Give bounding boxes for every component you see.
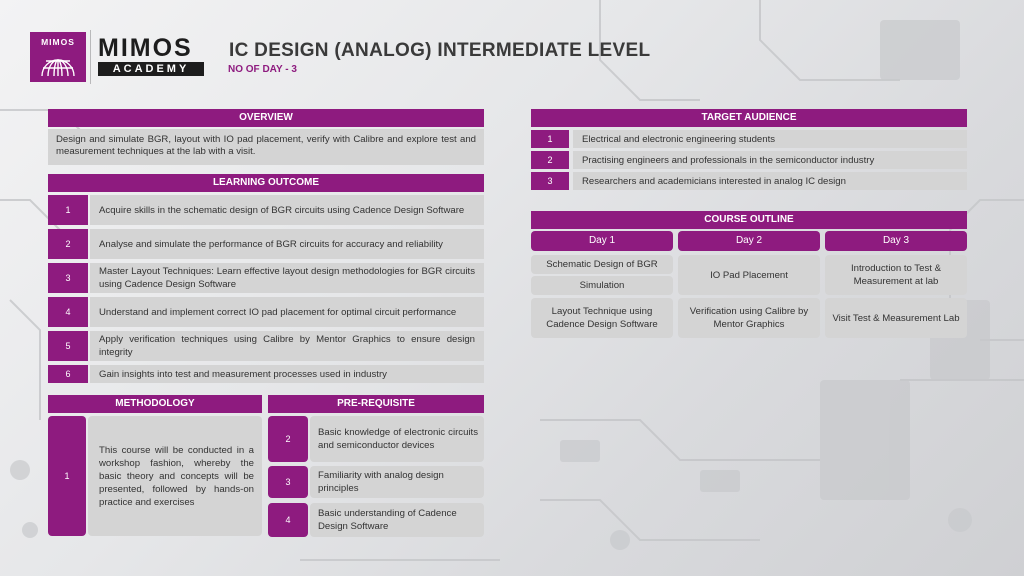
audience-number: 1: [531, 130, 569, 148]
day-1-topic: Schematic Design of BGR: [531, 255, 673, 274]
outcome-number: 2: [48, 229, 88, 259]
outcome-text: Master Layout Techniques: Learn effective layout design methodologies for BGR circuits using Cadence Design Software: [90, 263, 484, 293]
prerequisite-number: 3: [268, 466, 308, 498]
target-audience-heading: TARGET AUDIENCE: [531, 109, 967, 127]
prerequisite-heading: PRE-REQUISITE: [268, 395, 484, 413]
audience-text: Practising engineers and professionals in the semiconductor industry: [573, 151, 967, 169]
logo-text: MIMOS: [41, 37, 75, 47]
day-3-topic: Introduction to Test & Measurement at lab: [825, 255, 967, 295]
outcome-number: 4: [48, 297, 88, 327]
prerequisite-number: 2: [268, 416, 308, 462]
audience-text: Electrical and electronic engineering students: [573, 130, 967, 148]
audience-number: 2: [531, 151, 569, 169]
day-2-topic: IO Pad Placement: [678, 255, 820, 295]
outcome-number: 1: [48, 195, 88, 225]
outcome-text: Gain insights into test and measurement processes used in industry: [90, 365, 484, 383]
brand-name: MIMOS: [98, 34, 193, 62]
outcome-number: 6: [48, 365, 88, 383]
learning-outcome-heading: LEARNING OUTCOME: [48, 174, 484, 192]
audience-number: 3: [531, 172, 569, 190]
brand-sub: ACADEMY: [98, 62, 204, 76]
day-1-header: Day 1: [531, 231, 673, 251]
outcome-text: Apply verification techniques using Calibre by Mentor Graphics to ensure design integrity: [90, 331, 484, 361]
logo-divider: [90, 30, 91, 84]
outcome-text: Analyse and simulate the performance of BGR circuits for accuracy and reliability: [90, 229, 484, 259]
day-1-topic: Layout Technique using Cadence Design Software: [531, 298, 673, 338]
overview-heading: OVERVIEW: [48, 109, 484, 127]
prerequisite-text: Familiarity with analog design principles: [310, 466, 484, 498]
outcome-text: Acquire skills in the schematic design of BGR circuits using Cadence Design Software: [90, 195, 484, 225]
mimos-logo: [30, 32, 86, 82]
outcome-number: 3: [48, 263, 88, 293]
outcome-text: Understand and implement correct IO pad placement for optimal circuit performance: [90, 297, 484, 327]
day-2-topic: Verification using Calibre by Mentor Graphics: [678, 298, 820, 338]
day-1-topic: Simulation: [531, 276, 673, 295]
prerequisite-number: 4: [268, 503, 308, 537]
methodology-number: 1: [48, 416, 86, 536]
methodology-text: This course will be conducted in a workshop fashion, whereby the basic theory and concepts will be presented, followed by hands-on practice and exercises: [88, 416, 262, 536]
course-outline-heading: COURSE OUTLINE: [531, 211, 967, 229]
prerequisite-text: Basic understanding of Cadence Design Software: [310, 503, 484, 537]
globe-icon: [39, 48, 77, 78]
page-title: IC DESIGN (ANALOG) INTERMEDIATE LEVEL: [229, 40, 651, 61]
day-3-topic: Visit Test & Measurement Lab: [825, 298, 967, 338]
page-subtitle: NO OF DAY - 3: [228, 64, 297, 75]
overview-text: Design and simulate BGR, layout with IO pad placement, verify with Calibre and explore test and measurement techniques at the lab with a visit.: [48, 129, 484, 165]
audience-text: Researchers and academicians interested in analog IC design: [573, 172, 967, 190]
day-2-header: Day 2: [678, 231, 820, 251]
methodology-heading: METHODOLOGY: [48, 395, 262, 413]
day-3-header: Day 3: [825, 231, 967, 251]
outcome-number: 5: [48, 331, 88, 361]
prerequisite-text: Basic knowledge of electronic circuits and semiconductor devices: [310, 416, 484, 462]
